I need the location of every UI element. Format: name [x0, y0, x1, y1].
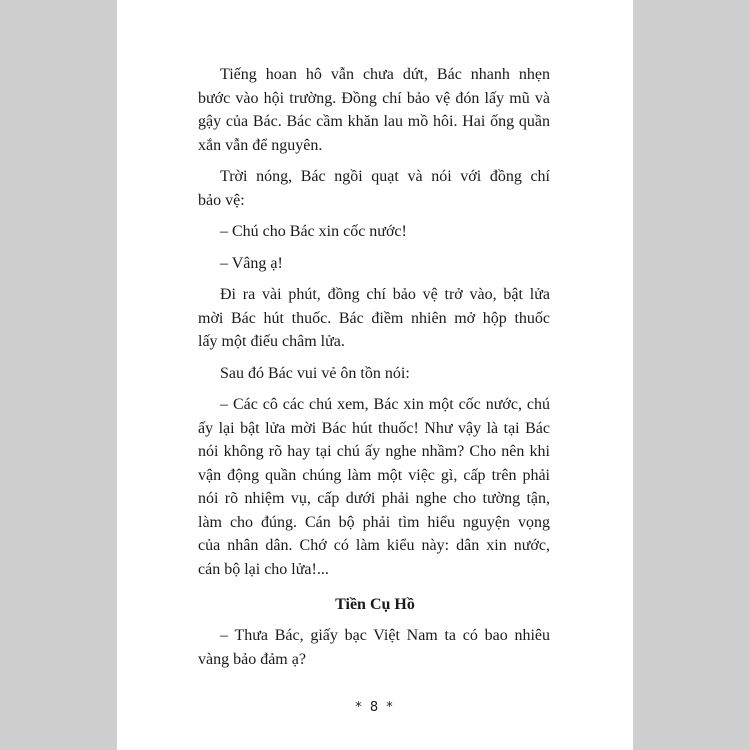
text-line: nói rõ nhiệm vụ, cấp dưới phải nghe cho tường tận, — [198, 490, 550, 507]
text-line: bảo vệ: — [198, 191, 245, 209]
text-line: – Vâng ạ! — [220, 254, 283, 272]
text-line: vàng bảo đảm ạ? — [198, 650, 306, 668]
body-text — [198, 63, 550, 589]
text-line: lấy một điếu châm lửa. — [198, 333, 345, 350]
paragraph-5 — [198, 283, 550, 354]
paragraph-6 — [220, 362, 550, 386]
paragraph-1 — [198, 63, 550, 157]
text-line: – Thưa Bác, giấy bạc Việt Nam ta có bao nhiêu — [220, 627, 550, 644]
text-line: của nhân dân. Chớ có làm kiểu này: dân xin nước, — [198, 537, 550, 554]
text-line: nói không rõ hay tại chú ấy nghe nhầm? Cho nên khi — [198, 443, 550, 460]
paragraph-3 — [220, 220, 550, 244]
text-line: – Các cô các chú xem, Bác xin một cốc nước, chú — [220, 396, 550, 413]
paragraph-7 — [198, 393, 550, 581]
text-line: gậy của Bác. Bác cầm khăn lau mồ hôi. Hai ống quần — [198, 113, 550, 130]
text-line: Tiếng hoan hô vẫn chưa dứt, Bác nhanh nhẹn — [220, 66, 550, 83]
page-number: * 8 * — [355, 700, 395, 715]
text-line: làm cho đúng. Cán bộ phải tìm hiểu nguyện vọng — [198, 513, 550, 531]
text-line: bước vào hội trường. Đồng chí bảo vệ đón lấy mũ và — [198, 89, 550, 107]
text-line: mời Bác hút thuốc. Bác điềm nhiên mở hộp thuốc — [198, 309, 550, 327]
right-margin-background — [633, 0, 750, 750]
paragraph-4 — [220, 252, 550, 276]
text-line: xắn vẫn để nguyên. — [198, 136, 323, 154]
text-line: Trời nóng, Bác ngồi quạt và nói với đồng chí — [220, 168, 550, 185]
paragraph-2 — [198, 165, 550, 212]
text-line: ấy lại bật lửa mời Bác hút thuốc! Như vậy là tại Bác — [198, 419, 550, 437]
section-heading: Tiền Cụ Hồ — [335, 596, 415, 613]
text-line: Sau đó Bác vui vẻ ôn tồn nói: — [220, 364, 410, 382]
left-margin-background — [0, 0, 117, 750]
question-paragraph — [198, 624, 550, 671]
text-line: vận động quần chúng làm một việc gì, cấp trên phải — [198, 466, 550, 484]
text-line: – Chú cho Bác xin cốc nước! — [220, 223, 407, 240]
text-line: Đi ra vài phút, đồng chí bảo vệ trở vào, bật lửa — [220, 286, 550, 303]
text-line: cán bộ lại cho lửa!... — [198, 560, 329, 578]
